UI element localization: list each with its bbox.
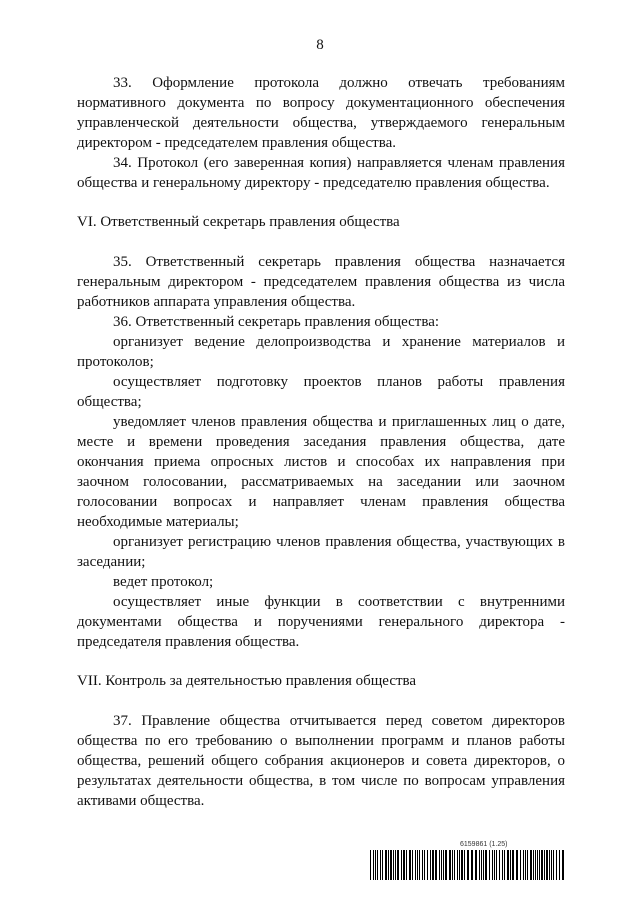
barcode-bar (553, 850, 554, 880)
barcode-bar (494, 850, 495, 880)
barcode-bar (422, 850, 423, 880)
duty-item: осуществляет иные функции в соответствии с внутренними документами общества и поручениями генерального директора - председателя правления общества. (77, 594, 565, 650)
barcode-bar (537, 850, 538, 880)
barcode-bar (390, 850, 392, 880)
barcode (370, 850, 566, 880)
barcode-bar (520, 850, 521, 880)
duty-item: ведет протокол; (113, 574, 214, 590)
barcode-bar (403, 850, 405, 880)
barcode-bar (459, 850, 460, 880)
duty-item: осуществляет подготовку проектов планов работы правления общества; (77, 374, 565, 410)
barcode-bar (464, 850, 465, 880)
barcode-bar (559, 850, 560, 880)
barcode-bar (512, 850, 514, 880)
barcode-bar (388, 850, 389, 880)
barcode-bar (479, 850, 480, 880)
barcode-bar (533, 850, 534, 880)
section-heading-vii: VII. Контроль за деятельностью правления общества (77, 673, 417, 689)
barcode-bar (424, 850, 425, 880)
barcode-bar (435, 850, 437, 880)
barcode-bar (492, 850, 493, 880)
barcode-label: 6159861 (1.25) (460, 841, 508, 848)
barcode-bar (441, 850, 442, 880)
barcode-bar (449, 850, 451, 880)
barcode-bar (427, 850, 428, 880)
barcode-bar (467, 850, 469, 880)
paragraph-36: 36. Ответственный секретарь правления общества: (113, 314, 440, 330)
barcode-bar (539, 850, 540, 880)
barcode-bar (395, 850, 396, 880)
barcode-bar (439, 850, 440, 880)
barcode-bar (551, 850, 552, 880)
barcode-bar (475, 850, 477, 880)
barcode-bar (373, 850, 374, 880)
page-number: 8 (316, 37, 324, 53)
barcode-bar (502, 850, 503, 880)
barcode-bar (499, 850, 500, 880)
barcode-bar (471, 850, 473, 880)
barcode-bar (504, 850, 505, 880)
barcode-bar (409, 850, 411, 880)
barcode-bar (412, 850, 413, 880)
barcode-bar (549, 850, 550, 880)
barcode-bar (485, 850, 487, 880)
paragraph-35: 35. Ответственный секретарь правления общества назначается генеральным директором - председателем правления общества из числа работников аппарата управления общества. (77, 254, 565, 310)
barcode-bar (452, 850, 453, 880)
barcode-bar (445, 850, 447, 880)
barcode-bar (419, 850, 420, 880)
barcode-bar (562, 850, 564, 880)
barcode-bar (432, 850, 434, 880)
barcode-bar (489, 850, 490, 880)
duty-item: организует регистрацию членов правления общества, участвующих в заседании; (77, 534, 565, 570)
barcode-bar (393, 850, 394, 880)
barcode-bar (454, 850, 455, 880)
barcode-bar (380, 850, 381, 880)
barcode-bar (401, 850, 402, 880)
barcode-bar (370, 850, 371, 880)
barcode-bar (375, 850, 376, 880)
barcode-bar (481, 850, 482, 880)
paragraph-37: 37. Правление общества отчитывается перед советом директоров общества по его требованию о выполнении программ и планов работы общества, решений общего собрания акционеров и совета директоров, о результатах деятельности общества, в том числе по вопросам управления активами общества. (77, 713, 565, 809)
duty-item: уведомляет членов правления общества и приглашенных лиц о дате, месте и времени проведения заседания правления общества, дате окончания приема опросных листов и способах их направления при заочном голосовании, рассматриваемых на заседании или заочном голосовании вопросах и направляет членам правления общества необходимые материалы; (77, 414, 565, 530)
barcode-bar (530, 850, 532, 880)
barcode-bar (461, 850, 463, 880)
barcode-bar (523, 850, 524, 880)
barcode-bar (527, 850, 528, 880)
barcode-bar (507, 850, 509, 880)
paragraph-34: 34. Протокол (его заверенная копия) направляется членам правления общества и генеральному директору - председателю правления общества. (77, 155, 565, 191)
barcode-bar (546, 850, 548, 880)
section-heading-vi: VI. Ответственный секретарь правления общества (77, 214, 400, 230)
barcode-bar (430, 850, 431, 880)
barcode-bar (535, 850, 536, 880)
barcode-bar (415, 850, 416, 880)
barcode-bar (443, 850, 444, 880)
barcode-bar (397, 850, 399, 880)
barcode-bar (516, 850, 518, 880)
barcode-bar (510, 850, 511, 880)
barcode-bar (483, 850, 484, 880)
paragraph-33: 33. Оформление протокола должно отвечать требованиям нормативного документа по вопросу документационного обеспечения управленческой деятельности общества, утверждаемого генеральным директором - председателем правления общества. (77, 75, 565, 151)
barcode-bar (406, 850, 407, 880)
barcode-bar (417, 850, 418, 880)
barcode-bar (377, 850, 378, 880)
barcode-bar (457, 850, 458, 880)
barcode-bar (382, 850, 383, 880)
duty-item: организует ведение делопроизводства и хранение материалов и протоколов; (77, 334, 565, 370)
document-body (77, 73, 565, 811)
barcode-bar (496, 850, 497, 880)
barcode-bar (544, 850, 545, 880)
barcode-bar (385, 850, 387, 880)
barcode-bar (525, 850, 526, 880)
barcode-bar (556, 850, 557, 880)
barcode-bar (541, 850, 543, 880)
